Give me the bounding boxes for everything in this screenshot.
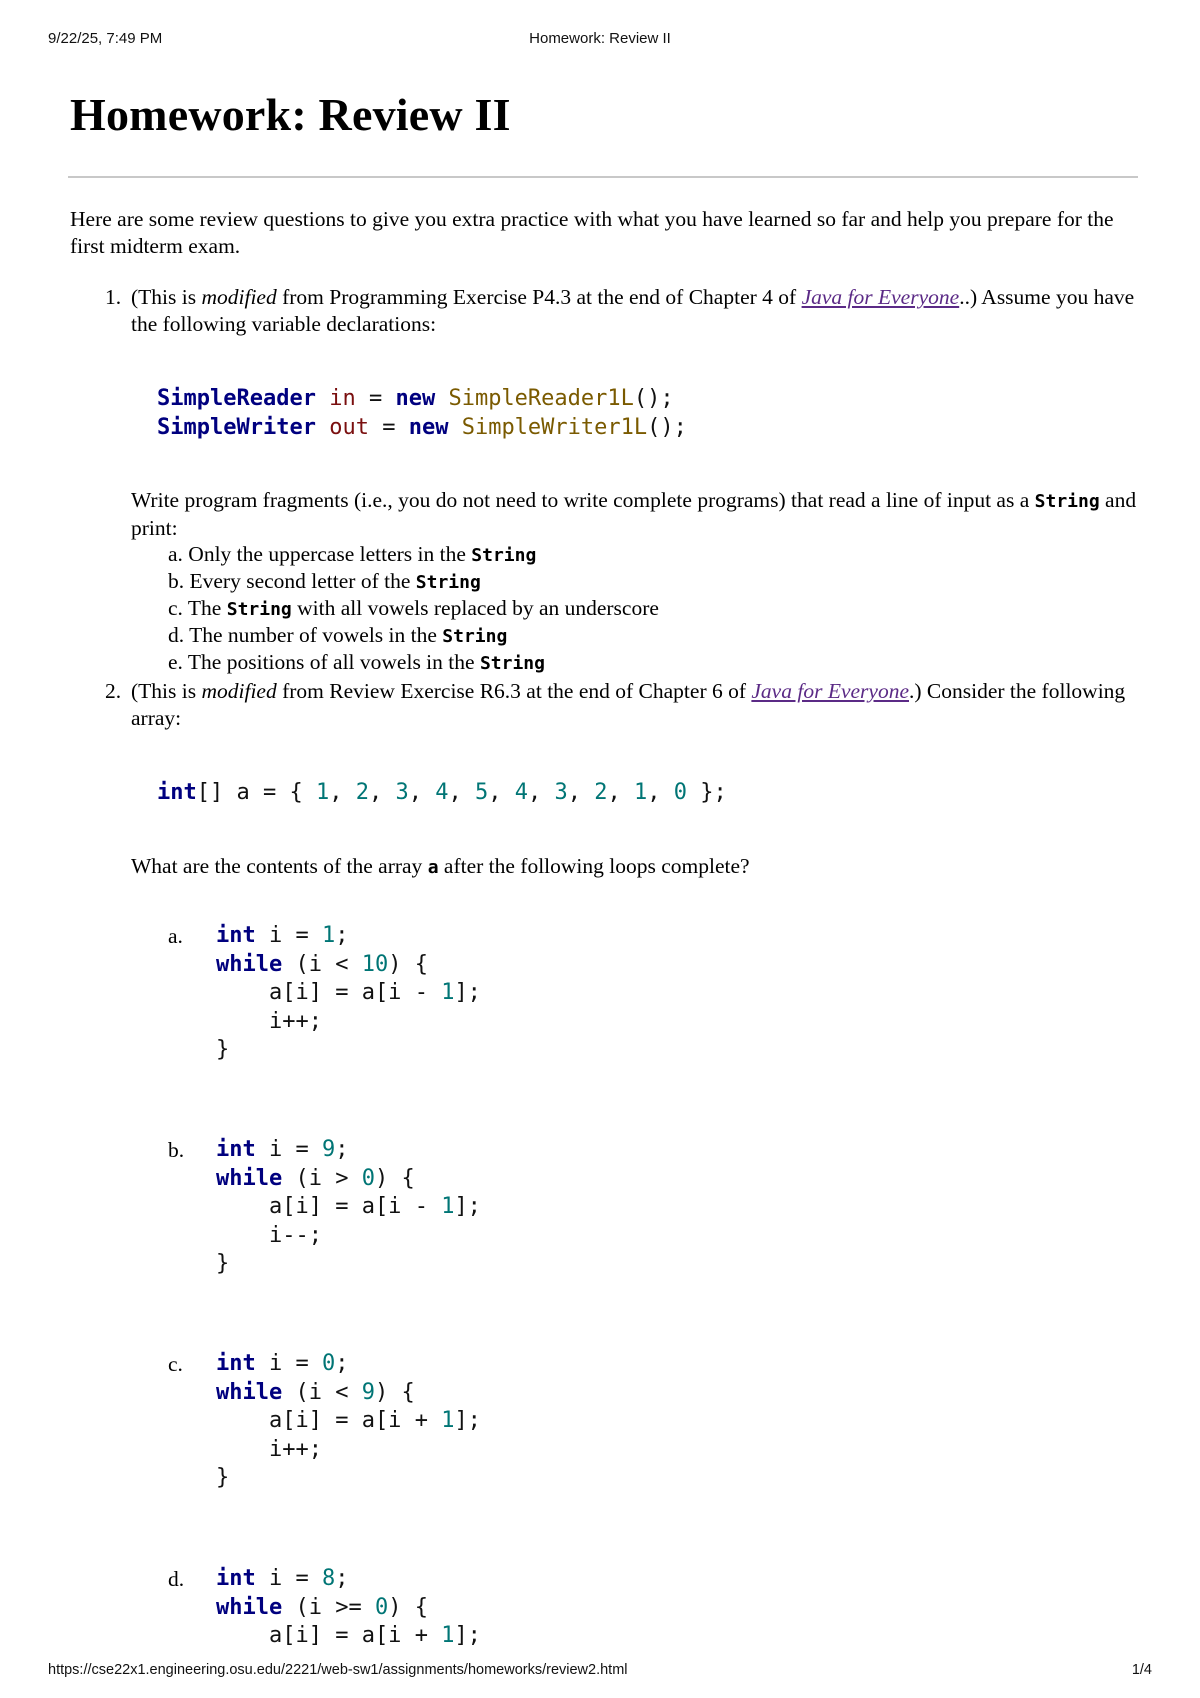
loop-b-label: b. (168, 1138, 185, 1162)
loop-body-op: - (414, 1194, 428, 1219)
list-item (168, 649, 659, 676)
loop-d-label: d. (168, 1567, 185, 1591)
loop-d-code: int i = 8; while (i >= 0) { a[i] = a[i + 1]; (216, 1566, 481, 1648)
declarations-code-block (157, 385, 687, 442)
code-text: [] a = { (196, 780, 303, 805)
inline-code: String (1034, 491, 1100, 512)
question-1-text-post: ..) Assume you have the following variable declarations: (131, 285, 1135, 336)
loop-b-code: int i = 9; while (i > 0) { a[i] = a[i - 1]; i--; } (216, 1137, 481, 1276)
inline-code: String (471, 545, 537, 566)
code-keyword: int (216, 1351, 256, 1376)
instructions-text: Write program fragments (i.e., you do not need to write complete programs) that read a line of input as a (131, 488, 1035, 512)
loop-body-op: + (414, 1408, 428, 1433)
list-item-text: The number of vowels in the (189, 623, 443, 647)
question-1-text: (This is (131, 285, 202, 309)
loop-a-code: int i = 1; while (i < 10) { a[i] = a[i - 1]; i++; } (216, 923, 481, 1062)
list-item-label: e. (168, 650, 183, 674)
loop-step: i--; (268, 1222, 322, 1248)
code-type: SimpleWriter (157, 414, 316, 440)
code-class: SimpleWriter1L (461, 414, 648, 440)
loop-step: i++; (268, 1436, 322, 1462)
loop-cond-op: > (335, 1165, 349, 1191)
list-item (168, 622, 659, 649)
loop-body-value: 1 (441, 1408, 455, 1433)
question-1-subitems (168, 541, 659, 676)
code-keyword: while (216, 1594, 283, 1620)
list-item (168, 568, 659, 595)
page-title: Homework: Review II (70, 89, 511, 140)
list-item-text: Only the uppercase letters in the (188, 542, 472, 566)
array-value: 2 (594, 780, 608, 805)
inline-code: String (415, 572, 481, 593)
prompt-text-end: after the following loops complete? (438, 854, 750, 878)
title-divider (68, 176, 1138, 178)
list-item-label: b. (168, 569, 185, 593)
loop-cond-value: 9 (361, 1379, 375, 1405)
loop-init-value: 0 (321, 1351, 336, 1376)
inline-code: String (226, 599, 292, 620)
loop-cond-op: < (335, 1379, 349, 1405)
loop-body-value: 1 (441, 1623, 455, 1648)
print-datetime: 9/22/25, 7:49 PM (48, 30, 163, 47)
loop-c-code: int i = 0; while (i < 9) { a[i] = a[i + 1]; i++; } (216, 1351, 481, 1490)
question-2-text-mid: from Review Exercise R6.3 at the end of Chapter 6 of (276, 679, 752, 703)
code-keyword: while (216, 951, 283, 977)
code-op: = (355, 386, 396, 411)
code-keyword: int (157, 780, 197, 805)
inline-code: String (442, 626, 508, 647)
array-value: 3 (395, 780, 409, 805)
array-value: 4 (514, 780, 528, 805)
question-2 (105, 678, 1141, 732)
loop-cond-value: 10 (361, 951, 389, 977)
code-variable: out (329, 414, 369, 440)
loop-init-value: 8 (321, 1566, 336, 1591)
code-end: (); (647, 414, 687, 440)
question-1-instructions (131, 487, 1141, 542)
loop-cond-value: 0 (361, 1165, 375, 1191)
question-1-number: 1. (105, 285, 122, 309)
loop-a-label: a. (168, 924, 183, 948)
question-1-emphasis: modified (201, 285, 277, 309)
loop-init-value: 9 (321, 1137, 336, 1162)
java-for-everyone-link[interactable]: Java for Everyone (801, 285, 960, 309)
list-item-label: c. (168, 596, 183, 620)
code-keyword: while (216, 1165, 283, 1191)
list-item-text: The (187, 596, 227, 620)
print-page-title: Homework: Review II (529, 30, 671, 47)
loop-step: i++; (268, 1008, 322, 1034)
loop-cond-op: >= (335, 1594, 362, 1620)
code-keyword: int (216, 1566, 256, 1591)
question-2-text: (This is (131, 679, 202, 703)
code-class: SimpleReader1L (448, 386, 634, 411)
code-type: SimpleReader (157, 386, 316, 411)
intro-paragraph: Here are some review questions to give you extra practice with what you have learned so far and help you prepare for the first midterm exam. (70, 207, 1114, 258)
array-value: 3 (554, 780, 568, 805)
code-variable: in (329, 386, 356, 411)
question-1 (105, 284, 1141, 338)
code-keyword: new (408, 414, 449, 440)
list-item-label: d. (168, 623, 185, 647)
list-item (168, 541, 659, 568)
print-page-number: 1/4 (1131, 1662, 1152, 1678)
print-url: https://cse22x1.engineering.osu.edu/2221/web-sw1/assignments/homeworks/review2.html (48, 1662, 628, 1678)
array-value: 4 (435, 780, 449, 805)
code-end: }; (700, 780, 727, 805)
loop-body-value: 1 (441, 1194, 455, 1219)
java-for-everyone-link[interactable]: Java for Everyone (751, 679, 909, 703)
loop-cond-op: < (335, 951, 349, 977)
prompt-text: What are the contents of the array (131, 854, 428, 878)
question-2-emphasis: modified (201, 679, 277, 703)
code-op: = (368, 414, 409, 440)
loop-body-op: - (414, 980, 428, 1005)
loop-body-value: 1 (441, 980, 455, 1005)
array-value: 1 (315, 780, 330, 805)
loop-body-op: + (414, 1623, 428, 1648)
question-2-prompt (131, 853, 1141, 881)
loop-cond-value: 0 (374, 1594, 389, 1620)
array-value: 1 (633, 780, 648, 805)
list-item-label: a. (168, 542, 183, 566)
code-end: (); (633, 386, 674, 411)
list-item-text: Every second letter of the (189, 569, 416, 593)
question-2-text-post: .) Consider the following array: (131, 679, 1126, 730)
code-keyword: int (216, 1137, 256, 1162)
inline-code: a (427, 857, 439, 878)
list-item-text: The positions of all vowels in the (187, 650, 480, 674)
array-value: 5 (474, 780, 489, 805)
array-declaration-code: int[] a = { 1, 2, 3, 4, 5, 4, 3, 2, 1, 0 }; (157, 780, 727, 805)
loop-init-value: 1 (321, 923, 336, 948)
question-2-number: 2. (105, 679, 122, 703)
question-1-text-mid: from Programming Exercise P4.3 at the end of Chapter 4 of (276, 285, 802, 309)
instructions-text-end: and print: (131, 488, 1137, 540)
loop-c-label: c. (168, 1352, 183, 1376)
inline-code: String (479, 653, 545, 674)
list-item-text-post: with all vowels replaced by an underscore (291, 596, 659, 620)
code-keyword: new (395, 386, 436, 411)
list-item (168, 595, 659, 622)
array-value: 0 (673, 780, 687, 805)
code-keyword: int (216, 923, 256, 948)
array-value: 2 (355, 780, 369, 805)
code-keyword: while (216, 1379, 283, 1405)
